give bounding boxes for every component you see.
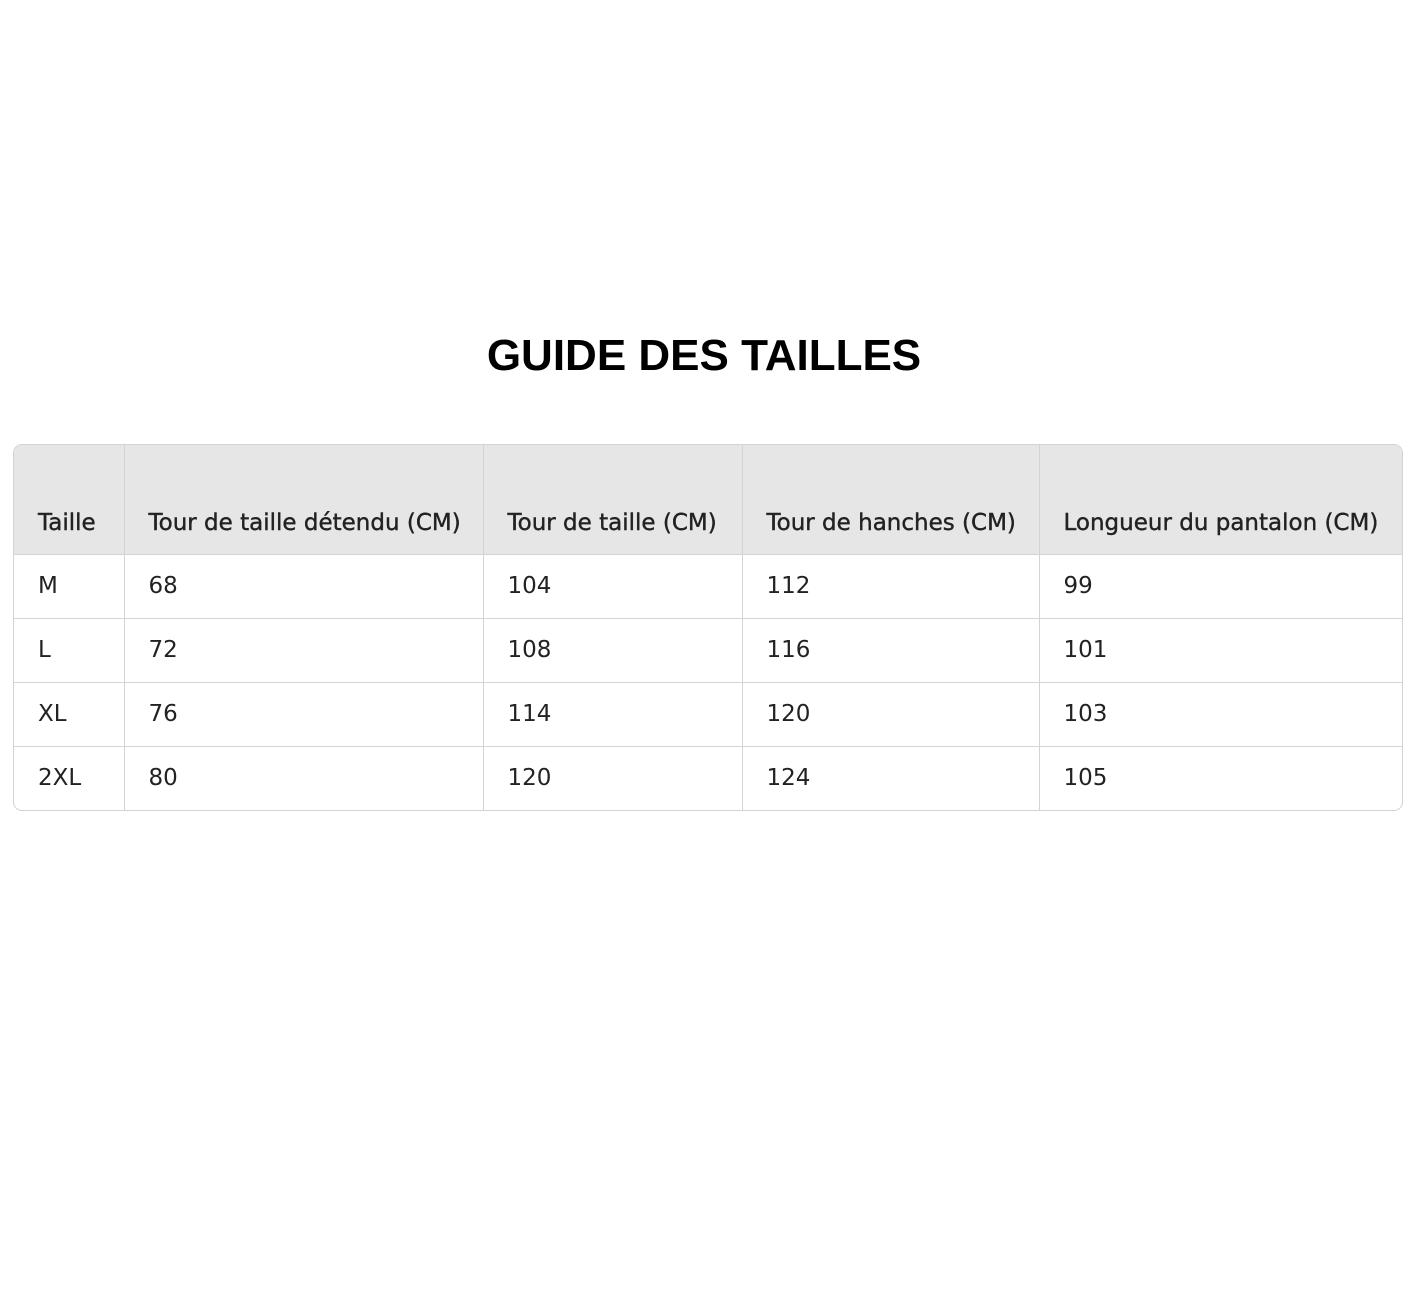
table-cell: 101: [1039, 618, 1402, 682]
header-tour-de-hanches: Tour de hanches (CM): [742, 445, 1039, 554]
table-row: [14, 554, 1402, 618]
table-row: [14, 618, 1402, 682]
table-cell: 80: [124, 746, 483, 810]
table-cell: 76: [124, 682, 483, 746]
header-tour-de-taille: Tour de taille (CM): [483, 445, 742, 554]
table-cell: 72: [124, 618, 483, 682]
page-title: GUIDE DES TAILLES: [486, 331, 922, 380]
table-cell: 68: [124, 554, 483, 618]
size-guide-table: [13, 444, 1403, 811]
table-cell: 120: [483, 746, 742, 810]
header-taille: Taille: [14, 445, 124, 554]
table-cell: 103: [1039, 682, 1402, 746]
table-cell: 108: [483, 618, 742, 682]
table-cell: 124: [742, 746, 1039, 810]
table-header-row: [14, 445, 1402, 554]
table-cell: 99: [1039, 554, 1402, 618]
table-cell: L: [14, 618, 124, 682]
table-cell: XL: [14, 682, 124, 746]
header-longueur-du-pantalon: Longueur du pantalon (CM): [1039, 445, 1402, 554]
table-cell: 105: [1063, 765, 1108, 791]
table-row: [14, 682, 1402, 746]
table-cell: M: [14, 554, 124, 618]
table-cell: 116: [742, 618, 1039, 682]
table-cell: 114: [483, 682, 742, 746]
table-cell: 2XL: [14, 746, 124, 810]
table-cell: 120: [742, 682, 1039, 746]
table-row: [14, 746, 1402, 810]
table-cell: 104: [483, 554, 742, 618]
table-cell: 112: [742, 554, 1039, 618]
header-tour-de-taille-detendu: Tour de taille détendu (CM): [124, 445, 483, 554]
